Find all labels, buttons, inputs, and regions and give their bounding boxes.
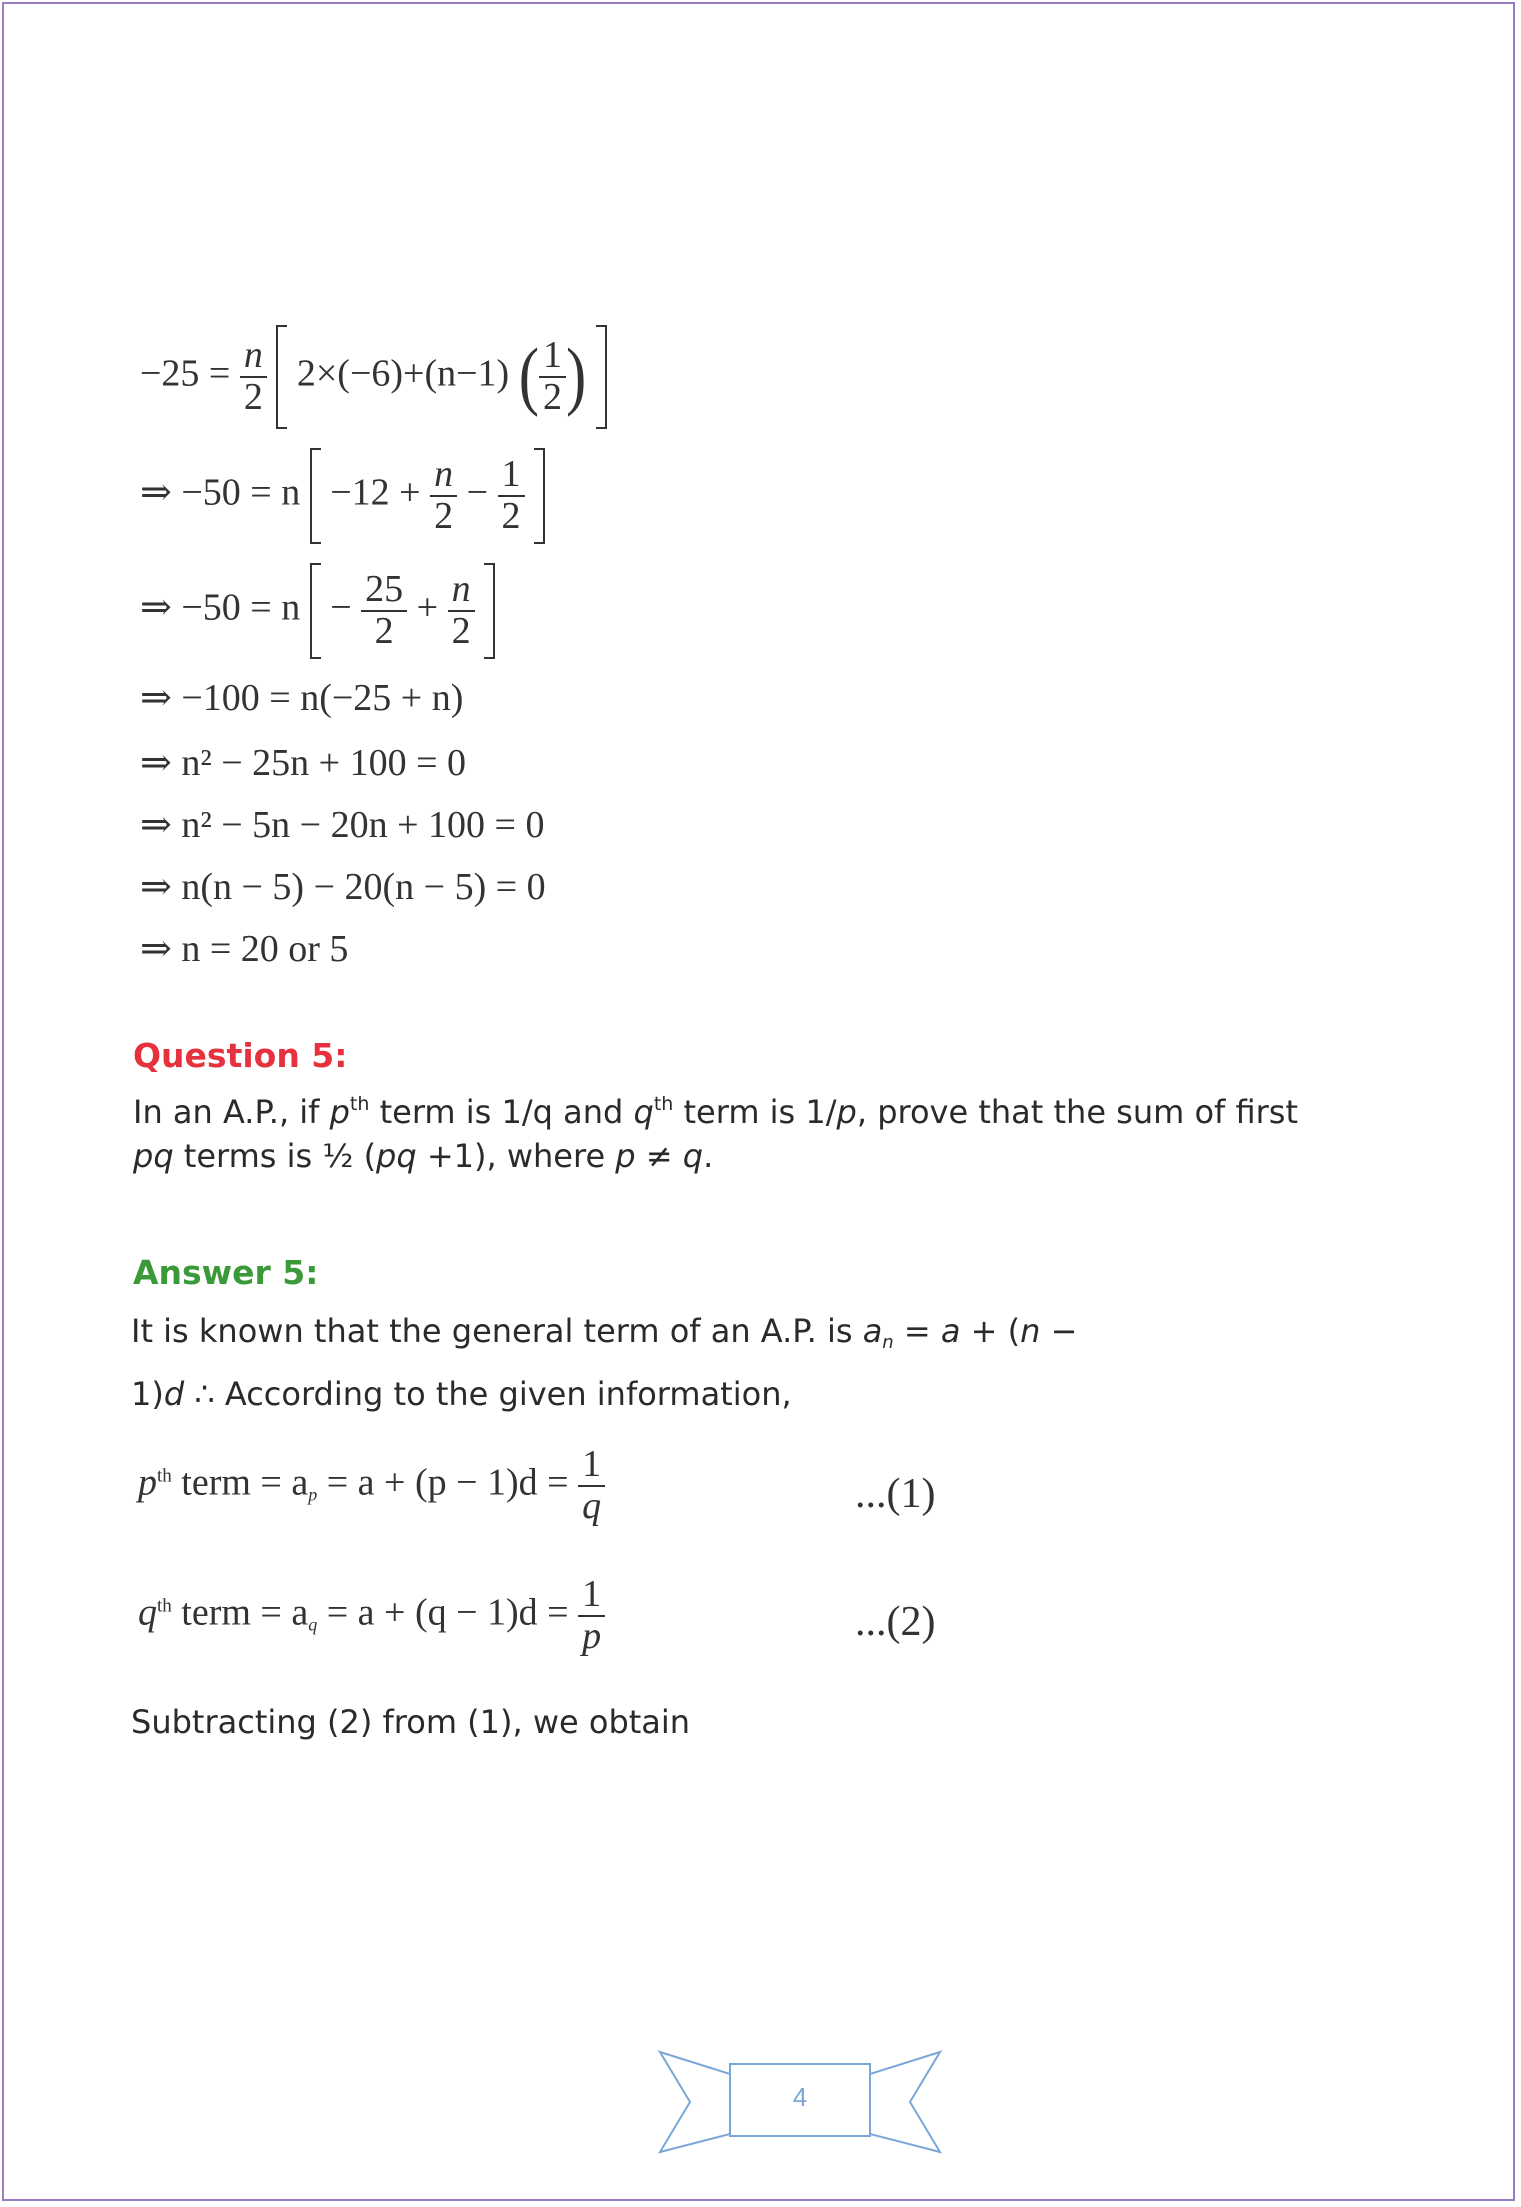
equation-line-8: ⇒ n = 20 or 5 [140,928,349,970]
equation-line-2: ⇒ −50 = n −12 + $\frac{n}{2}$ − $\frac{1}{2}$ [140,448,545,544]
question-text [133,1090,1413,1178]
answer-line-2: 1)d ∴ According to the given information, [131,1375,792,1413]
equation-line-3: ⇒ −50 = n − $\frac{25}{2}$ + $\frac{n}{2}$ [140,563,495,659]
page-number: 4 [792,2082,808,2112]
equation-2-tag: ...(2) [855,1599,936,1645]
equation-line-5: ⇒ n² − 25n + 100 = 0 [140,742,467,784]
equation-line-7: ⇒ n(n − 5) − 20(n − 5) = 0 [140,866,546,908]
question-line-1: In an A.P., if $p^{th}$ term is 1/q and $q^{th}$ term is 1/p, prove that the sum of first [133,1093,1299,1131]
question-heading: Question 5: [133,1036,348,1075]
page-number-ribbon [655,2046,945,2156]
equation-1: $p^{th}$ term = $a_p = a + (p - 1)d$ = $\frac{1}{q}$ [138,1445,605,1527]
equation-line-1: −25 = $\frac{n}{2}$ 2×(−6)+(n−1) ( $\frac{1}{2}$ ) [140,325,607,429]
subtracting-text: Subtracting (2) from (1), we obtain [131,1703,691,1741]
answer-line-1: It is known that the general term of an A.P. is $a_n = a + (n$ − [131,1312,1078,1353]
question-line-2: pq terms is ½ (pq +1), where p ≠ q. [133,1137,714,1175]
equation-2: $q^{th}$ term = $a_q = a + (q - 1)d$ = $\frac{1}{p}$ [138,1575,605,1657]
answer-heading: Answer 5: [133,1253,319,1292]
equation-line-6: ⇒ n² − 5n − 20n + 100 = 0 [140,804,545,846]
equation-line-4: ⇒ −100 = n(−25 + n) [140,677,464,719]
equation-1-tag: ...(1) [855,1471,936,1517]
